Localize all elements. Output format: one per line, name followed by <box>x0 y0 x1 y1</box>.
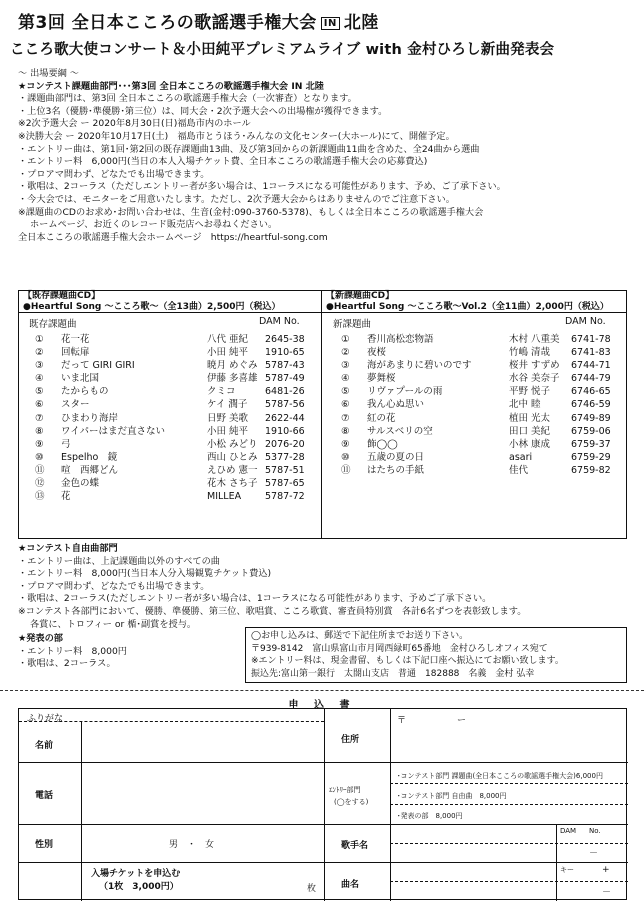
existing-dam-label: DAM No. <box>259 316 300 327</box>
song-dam-no: 5787-51 <box>265 464 305 476</box>
ticket-unit: 枚 <box>307 884 317 894</box>
song-dam-no: 5787-43 <box>265 360 305 372</box>
entry-label: ｴﾝﾄﾘｰ部門 <box>329 786 361 794</box>
song-row <box>337 438 623 451</box>
dam-dash: － <box>589 849 599 859</box>
new-title: 【新課題曲CD】 <box>326 291 395 301</box>
song-row <box>337 398 623 411</box>
song-number: ② <box>35 347 44 359</box>
free-line: ・エントリー料 8,000円(当日本人分入場観覧チケット費込) <box>18 568 272 580</box>
divider <box>321 291 322 538</box>
intro-line: ・歌唱は、2コーラス（ただしエントリー者が多い場合は、1コーラスになる可能性があります、予め、ご了承下さい。 <box>18 181 506 193</box>
intro-line: ・上位3名（優勝･準優勝･第三位）は、同大会・2次予選大会への出場権が獲得できます。 <box>18 105 388 117</box>
song-number: ⑧ <box>341 425 350 437</box>
song-number: ⑤ <box>341 386 350 398</box>
existing-box-title <box>23 291 281 313</box>
contact-line: 振込先:富山第一銀行 太閤山支店 普通 182888 名義 金村 弘幸 <box>251 668 535 679</box>
divider <box>324 709 325 901</box>
divider <box>390 843 628 844</box>
song-title: 弓 <box>61 438 71 450</box>
title-in: IN <box>321 17 340 30</box>
application-form <box>18 708 627 900</box>
existing-sub-label: 既存課題曲 <box>29 319 77 330</box>
song-title: 喧 西郷どん <box>61 464 119 476</box>
divider <box>390 783 628 784</box>
song-number: ⑥ <box>35 399 44 411</box>
song-artist: 小田 純平 <box>207 425 249 437</box>
song-artist: MILLEA <box>207 491 242 503</box>
present-line: ・歌唱は、2コーラス。 <box>18 658 116 670</box>
song-list-boxes <box>18 290 627 539</box>
outline-heading: ～ 出場要綱 ～ <box>18 68 79 79</box>
song-row <box>31 346 317 359</box>
existing-song-list <box>31 333 317 503</box>
song-artist: クミコ <box>207 386 236 398</box>
dam-no-label: No. <box>589 827 601 835</box>
song-artist: 木村 八重美 <box>509 334 560 345</box>
new-sub-label: 新課題曲 <box>333 319 372 330</box>
new-dam-label: DAM No. <box>565 316 606 327</box>
song-number: ⑤ <box>35 386 44 398</box>
divider <box>390 804 628 805</box>
song-title: 我ん心ぬ思い <box>367 399 425 411</box>
phone-label: 電話 <box>35 791 54 801</box>
song-title: はたちの手紙 <box>367 464 425 476</box>
song-artist: 小松 みどり <box>207 438 258 450</box>
key-minus: － <box>602 888 612 898</box>
divider <box>19 862 628 863</box>
address-label: 住所 <box>341 735 360 745</box>
song-row <box>31 385 317 398</box>
free-line: ※コンテスト各部門において、優勝、準優勝、第三位、歌唱賞、こころ歌賞、審査員特別賞 各計6名ずつを表彰致します。 <box>18 605 527 617</box>
divider <box>324 762 628 763</box>
song-row <box>337 385 623 398</box>
contest-heading: ★コンテスト課題曲部門･･･第3回 全日本こころの歌謡選手権大会 IN 北陸 <box>18 80 324 92</box>
song-artist: 桜井 すずめ <box>509 360 560 372</box>
free-line: ・歌唱は、2コーラス(ただしエントリー者が多い場合は、1コーラスになる可能性があります、予めご了承下さい。 <box>18 593 492 605</box>
entry-option[interactable]: ･コンテスト部門 課題曲(全日本こころの歌謡選手権大会)6,000円 <box>397 772 603 780</box>
event-subtitle: こころ歌大使コンサート＆小田純平プレミアムライブ with 金村ひろし新曲発表会 <box>10 42 555 58</box>
song-artist: 西山 ひとみ <box>207 451 258 463</box>
song-dam-no: 2622-44 <box>265 412 305 424</box>
entry-note: (◯をする) <box>334 798 369 806</box>
song-title: リヴァプールの雨 <box>367 386 443 398</box>
song-artist: 平野 悦子 <box>509 386 551 398</box>
song-title: 五歳の夏の日 <box>367 451 425 463</box>
existing-title: 【既存課題曲CD】 <box>23 291 101 301</box>
song-title: たからもの <box>61 386 109 398</box>
song-number: ③ <box>35 360 44 372</box>
song-title: いま北国 <box>61 373 100 385</box>
contact-line: ◯お申し込みは、郵送で下記住所までお送り下さい。 <box>251 631 469 641</box>
song-dam-no: 5787-49 <box>265 373 305 385</box>
divider <box>390 881 628 882</box>
song-number: ⑦ <box>35 412 44 424</box>
song-number: ⑥ <box>341 399 350 411</box>
song-dam-no: 5787-65 <box>265 478 305 490</box>
song-artist: 花木 さち子 <box>207 478 258 490</box>
song-name-label: 曲名 <box>341 880 360 890</box>
song-dam-no: 6481-26 <box>265 386 305 398</box>
present-line: ・エントリー料 8,000円 <box>18 645 127 657</box>
gender-label: 性別 <box>35 840 54 850</box>
divider <box>19 762 324 763</box>
song-artist: 北中 睦 <box>509 399 541 411</box>
song-row <box>31 464 317 477</box>
postal-dash: ー <box>457 716 467 726</box>
intro-line: ※2次予選大会 ー 2020年8月30日(日)福島市内のホール <box>18 118 251 130</box>
song-dam-no: 6741-83 <box>571 347 611 359</box>
song-dam-no: 1910-65 <box>265 347 305 359</box>
divider <box>324 824 628 825</box>
furigana-label: ふりがな <box>27 714 64 724</box>
song-number: ③ <box>341 360 350 372</box>
free-line: 各賞に、トロフィー or 楯･副賞を授与。 <box>30 618 197 630</box>
song-number: ⑫ <box>35 478 45 490</box>
song-number: ⑪ <box>35 464 45 476</box>
song-artist: 水谷 美奈子 <box>509 373 560 385</box>
song-number: ⑨ <box>341 438 350 450</box>
song-row <box>337 412 623 425</box>
song-artist: 竹嶋 清哉 <box>509 347 551 359</box>
song-title: スター <box>61 399 90 411</box>
contact-line: ※エントリー料は、現金書留、もしくは下記口座へ振込にてお願い致します。 <box>251 656 564 667</box>
existing-cd-line: ●Heartful Song ～こころ歌～（全13曲）2,500円（税込） <box>23 302 281 312</box>
divider <box>19 721 324 722</box>
postal-mark: 〒 <box>397 716 407 726</box>
song-row <box>31 359 317 372</box>
song-artist: 佳代 <box>509 464 529 476</box>
song-dam-no: 6759-37 <box>571 438 611 450</box>
song-dam-no: 6744-79 <box>571 373 611 385</box>
free-line: ・エントリー曲は、上記課題曲以外のすべての曲 <box>18 555 220 567</box>
title-main: 第3回 全日本こころの歌謡選手権大会 <box>18 13 317 33</box>
song-number: ⑪ <box>341 464 351 476</box>
song-row <box>31 438 317 451</box>
song-row <box>337 346 623 359</box>
song-dam-no: 6749-89 <box>571 412 611 424</box>
song-row <box>337 451 623 464</box>
present-heading: ★発表の部 <box>18 633 63 645</box>
song-title: ひまわり海岸 <box>61 412 119 424</box>
song-dam-no: 6759-82 <box>571 464 611 476</box>
song-artist: 田口 美紀 <box>509 425 551 437</box>
song-row <box>337 425 623 438</box>
song-artist: 暁月 めぐみ <box>207 360 258 372</box>
song-row <box>31 333 317 346</box>
song-number: ⑦ <box>341 412 350 424</box>
key-label: キー <box>560 866 574 874</box>
song-title: 飾◯◯ <box>367 438 398 450</box>
song-dam-no: 6759-29 <box>571 451 611 463</box>
song-number: ① <box>35 334 44 345</box>
song-number: ① <box>341 334 350 345</box>
song-artist: 植田 光太 <box>509 412 551 424</box>
song-dam-no: 6741-78 <box>571 334 611 345</box>
song-row <box>31 398 317 411</box>
song-title: 夢舞桜 <box>367 373 396 385</box>
song-number: ⑬ <box>35 491 45 503</box>
entry-option[interactable]: ･コンテスト部門 自由曲 8,000円 <box>397 792 507 800</box>
song-row <box>337 359 623 372</box>
intro-line: ホームページ、お近くのレコード販売店へお尋ねください。 <box>30 219 278 231</box>
intro-line: ・プロアマ問わず、どなたでも出場できます。 <box>18 168 210 180</box>
song-artist: 小田 純平 <box>207 347 249 359</box>
new-song-list <box>337 333 623 477</box>
song-artist: えひめ 憲一 <box>207 464 258 476</box>
song-title: 回転扉 <box>61 347 90 359</box>
song-number: ⑨ <box>35 438 44 450</box>
song-row <box>31 425 317 438</box>
divider <box>390 709 391 901</box>
song-dam-no: 6746-65 <box>571 386 611 398</box>
song-title: 夜桜 <box>367 347 387 359</box>
song-title: ワイパーはまだ直さない <box>61 425 166 437</box>
song-dam-no: 5787-72 <box>265 491 305 503</box>
song-number: ⑩ <box>341 451 350 463</box>
form-title: 申 込 書 <box>288 700 356 711</box>
song-title: 花一花 <box>61 334 90 345</box>
entry-option[interactable]: ･発表の部 8,000円 <box>397 812 463 820</box>
name-label: 名前 <box>35 741 54 751</box>
song-dam-no: 5377-28 <box>265 451 305 463</box>
song-number: ⑩ <box>35 451 44 463</box>
cut-line <box>0 690 644 691</box>
dam-label: DAM <box>560 827 577 835</box>
key-plus: + <box>602 865 610 875</box>
song-dam-no: 6744-71 <box>571 360 611 372</box>
song-dam-no: 1910-66 <box>265 425 305 437</box>
song-artist: asari <box>509 451 533 463</box>
song-row <box>31 372 317 385</box>
song-dam-no: 5787-56 <box>265 399 305 411</box>
contact-line: 〒939-8142 富山県富山市月岡西緑町65番地 金村ひろしオフィス宛て <box>251 643 548 654</box>
song-title: 紅の花 <box>367 412 396 424</box>
song-row <box>337 333 623 346</box>
song-row <box>31 490 317 503</box>
song-artist: ケイ 潤子 <box>207 399 248 411</box>
song-row <box>31 412 317 425</box>
song-artist: 八代 亜紀 <box>207 334 249 345</box>
song-artist: 小林 康成 <box>509 438 551 450</box>
singer-name-label: 歌手名 <box>341 841 369 851</box>
song-number: ④ <box>341 373 350 385</box>
outline-section <box>18 68 630 244</box>
contact-box <box>245 627 627 683</box>
song-row <box>31 451 317 464</box>
song-dam-no: 6746-59 <box>571 399 611 411</box>
intro-line: ※決勝大会 ー 2020年10月17日(土) 福島市とうほう･みんなの文化センター(大ホール)にて、開催予定。 <box>18 130 455 142</box>
ticket-price: （1枚 3,000円） <box>99 882 179 892</box>
new-cd-line: ●Heartful Song ～こころ歌～Vol.2（全11曲）2,000円（税込） <box>326 302 609 312</box>
intro-line: ・今大会では、モニターをご用意いたします。ただし、2次予選大会からはありませんのでご注意下さい。 <box>18 193 455 205</box>
free-heading: ★コンテスト自由曲部門 <box>18 543 118 554</box>
gender-options[interactable]: 男 ・ 女 <box>169 840 215 850</box>
song-number: ④ <box>35 373 44 385</box>
song-title: 花 <box>61 491 71 503</box>
title-place: 北陸 <box>343 13 379 33</box>
song-row <box>337 464 623 477</box>
intro-line: ※課題曲のCDのお求め･お問い合わせは、生音(金村:090-3760-5378)、もしくは全日本こころの歌謡選手権大会 <box>18 206 484 218</box>
song-dam-no: 6759-06 <box>571 425 611 437</box>
new-box-title <box>326 291 609 313</box>
song-title: サルスベリの空 <box>367 425 433 437</box>
song-title: 金色の蝶 <box>61 478 100 490</box>
song-artist: 伊藤 多喜雄 <box>207 373 258 385</box>
song-number: ② <box>341 347 350 359</box>
intro-line: ・エントリー曲は、第1回･第2回の既存課題曲13曲、及び第3回からの新課題曲11曲を含めた、全24曲から選曲 <box>18 143 480 155</box>
song-row <box>337 372 623 385</box>
song-dam-no: 2645-38 <box>265 334 305 345</box>
song-row <box>31 477 317 490</box>
song-number: ⑧ <box>35 425 44 437</box>
song-artist: 日野 美歌 <box>207 412 249 424</box>
ticket-label: 入場チケットを申込む <box>91 869 181 879</box>
song-dam-no: 2076-20 <box>265 438 305 450</box>
song-title: 香川高松恋物語 <box>367 334 434 345</box>
free-line: ・プロアマ問わず、どなたでも出場できます。 <box>18 580 210 592</box>
intro-line: ・課題曲部門は、第3回 全日本こころの歌謡選手権大会（一次審査）となります。 <box>18 93 357 105</box>
divider <box>556 824 557 901</box>
divider <box>81 721 82 901</box>
divider <box>19 824 324 825</box>
intro-line: ・エントリー料 6,000円(当日の本人入場チケット費、全日本こころの歌謡選手権大会の応募費込) <box>18 156 428 168</box>
event-title <box>18 8 379 33</box>
song-title: Espelho 鏡 <box>61 451 118 463</box>
song-title: 海があまりに碧いのです <box>367 360 472 372</box>
song-title: だって GIRI GIRI <box>61 360 135 372</box>
homepage-line: 全日本こころの歌謡選手権大会ホームページ https://heartful-song.com <box>18 231 328 243</box>
